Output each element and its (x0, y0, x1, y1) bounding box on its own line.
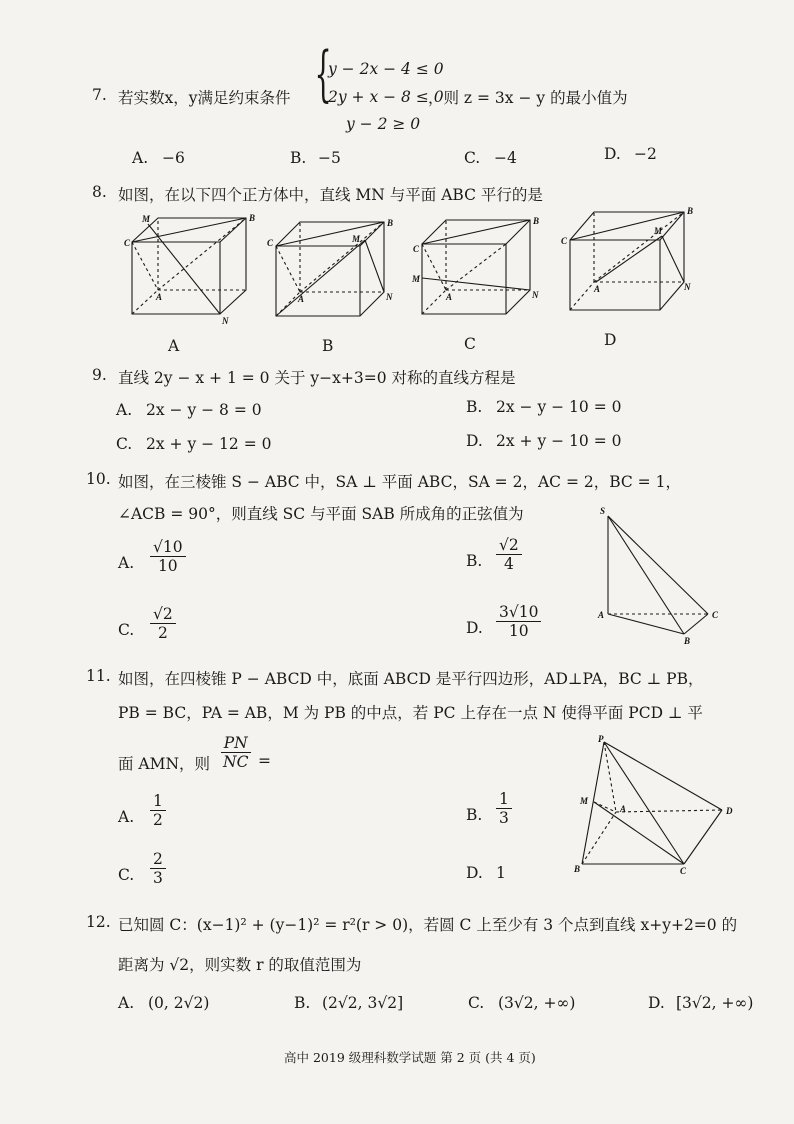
option-text: −4 (494, 149, 517, 167)
question-stem: ∠ACB = 90°，则直线 SC 与平面 SAB 所成角的正弦值为 (118, 505, 524, 523)
option-fraction: $\frac{√2}{2}$ (150, 605, 176, 642)
option-label: B. (290, 149, 307, 167)
option-label: B. (466, 398, 483, 416)
cube-figure-c (412, 216, 541, 324)
point-label-a: A (298, 294, 305, 304)
question-stem: 直线 2y − x + 1 = 0 关于 y−x+3=0 对称的直线方程是 (118, 369, 516, 387)
point-label-a: A (446, 292, 453, 302)
point-label-m: M (580, 796, 589, 806)
figure-label-a: A (168, 337, 180, 355)
pyramid-figure-sabc (596, 506, 726, 646)
point-label-b: B (687, 206, 694, 216)
option-label: D. (466, 619, 483, 637)
option-label: C. (116, 435, 133, 453)
cube-figure-b (267, 218, 395, 326)
option-label: A. (116, 401, 133, 419)
point-label-c: C (267, 238, 274, 248)
stem-fraction: $\frac{PN}{NC}$ (220, 734, 251, 771)
question-number: 12. (86, 913, 111, 931)
option-text: (2√2, 3√2] (322, 994, 404, 1012)
point-label-a: A (598, 610, 605, 620)
option-label: B. (294, 994, 311, 1012)
point-label-b: B (533, 216, 540, 226)
point-label-c: C (680, 866, 687, 876)
option-text: [3√2, +∞) (676, 994, 754, 1012)
question-stem: 已知圆 C：(x−1)² + (y−1)² = r²(r > 0)，若圆 C 上至少有 3 个点到直线 x+y+2=0 的 (118, 916, 738, 934)
option-text: 1 (496, 864, 506, 882)
option-label: D. (466, 864, 483, 882)
constraint-3: y − 2 ≥ 0 (346, 115, 421, 133)
question-number: 7. (92, 86, 107, 104)
option-label: A. (118, 994, 135, 1012)
question-number: 11. (86, 667, 111, 685)
option-text: 2x − y − 8 = 0 (146, 401, 262, 419)
option-fraction: $\frac{2}{3}$ (150, 850, 166, 887)
point-label-b: B (387, 218, 394, 228)
question-stem: 如图，在以下四个正方体中，直线 MN 与平面 ABC 平行的是 (118, 186, 543, 204)
option-label: D. (604, 145, 621, 163)
option-fraction: $\frac{3√10}{10}$ (496, 603, 541, 640)
point-label-p: P (598, 734, 604, 744)
option-label: B. (466, 552, 483, 570)
page-footer: 高中 2019 级理科数学试题 第 2 页 (共 4 页) (284, 1050, 536, 1065)
question-number: 10. (86, 470, 111, 488)
option-fraction: $\frac{1}{3}$ (496, 790, 512, 827)
option-label: C. (464, 149, 481, 167)
point-label-b: B (684, 636, 691, 646)
point-label-a: A (594, 284, 601, 294)
option-text: 2x + y − 12 = 0 (146, 435, 272, 453)
point-label-c: C (712, 610, 719, 620)
question-stem: 面 AMN，则 (118, 755, 211, 773)
pyramid-figure-pabcd (574, 734, 744, 880)
option-text: 2x + y − 10 = 0 (496, 432, 622, 450)
point-label-n: N (222, 316, 229, 326)
figure-label-d: D (604, 331, 617, 349)
point-label-c: C (124, 238, 131, 248)
question-stem: 若实数x，y满足约束条件 (118, 89, 291, 107)
cube-figure-a (126, 212, 256, 324)
point-label-a: A (156, 292, 163, 302)
option-label: C. (118, 621, 135, 639)
option-label: D. (648, 994, 665, 1012)
question-stem: 如图，在三棱锥 S − ABC 中，SA ⊥ 平面 ABC，SA = 2，AC = 2，BC = 1， (118, 473, 681, 491)
question-stem: = (258, 752, 271, 770)
point-label-m: M (352, 234, 361, 244)
point-label-d: D (726, 806, 733, 816)
option-label: A. (118, 808, 135, 826)
option-fraction: $\frac{√2}{4}$ (496, 536, 522, 573)
point-label-m: M (654, 226, 663, 236)
point-label-m: M (412, 274, 421, 284)
figure-label-c: C (464, 335, 476, 353)
point-label-s: S (600, 506, 606, 516)
option-text: −6 (162, 149, 185, 167)
point-label-n: N (386, 292, 393, 302)
question-stem: 距离为 √2，则实数 r 的取值范围为 (118, 956, 362, 974)
option-label: A. (118, 554, 135, 572)
point-label-n: N (684, 282, 691, 292)
option-text: (3√2, +∞) (498, 994, 576, 1012)
option-text: (0, 2√2) (148, 994, 210, 1012)
option-label: B. (466, 806, 483, 824)
option-text: −2 (634, 145, 657, 163)
question-stem: PB = BC，PA = AB，M 为 PB 的中点，若 PC 上存在一点 N 使得平面 PCD ⊥ 平 (118, 704, 703, 722)
point-label-a: A (620, 804, 627, 814)
constraint-2: 2y + x − 8 ≤ 0 (328, 88, 444, 106)
question-stem: 如图，在四棱锥 P − ABCD 中，底面 ABCD 是平行四边形，AD⊥PA，BC ⊥ PB， (118, 670, 704, 688)
question-number: 8. (92, 183, 107, 201)
question-number: 9. (92, 366, 107, 384)
option-text: 2x − y − 10 = 0 (496, 398, 622, 416)
point-label-c: C (561, 236, 568, 246)
option-fraction: $\frac{√10}{10}$ (150, 538, 186, 575)
point-label-b: B (574, 864, 581, 874)
option-text: −5 (318, 149, 341, 167)
question-stem-tail: ，则 z = 3x − y 的最小值为 (428, 89, 628, 107)
option-fraction: $\frac{1}{2}$ (150, 792, 166, 829)
point-label-c: C (413, 244, 420, 254)
option-label: D. (466, 432, 483, 450)
option-label: C. (468, 994, 485, 1012)
figure-label-b: B (322, 337, 334, 355)
point-label-b: B (249, 213, 256, 223)
option-label: C. (118, 866, 135, 884)
point-label-n: N (532, 290, 539, 300)
brace-symbol: { (314, 39, 332, 109)
option-label: A. (132, 149, 149, 167)
constraint-1: y − 2x − 4 ≤ 0 (328, 60, 444, 78)
cube-figure-d (561, 204, 694, 314)
point-label-m: M (142, 214, 151, 224)
